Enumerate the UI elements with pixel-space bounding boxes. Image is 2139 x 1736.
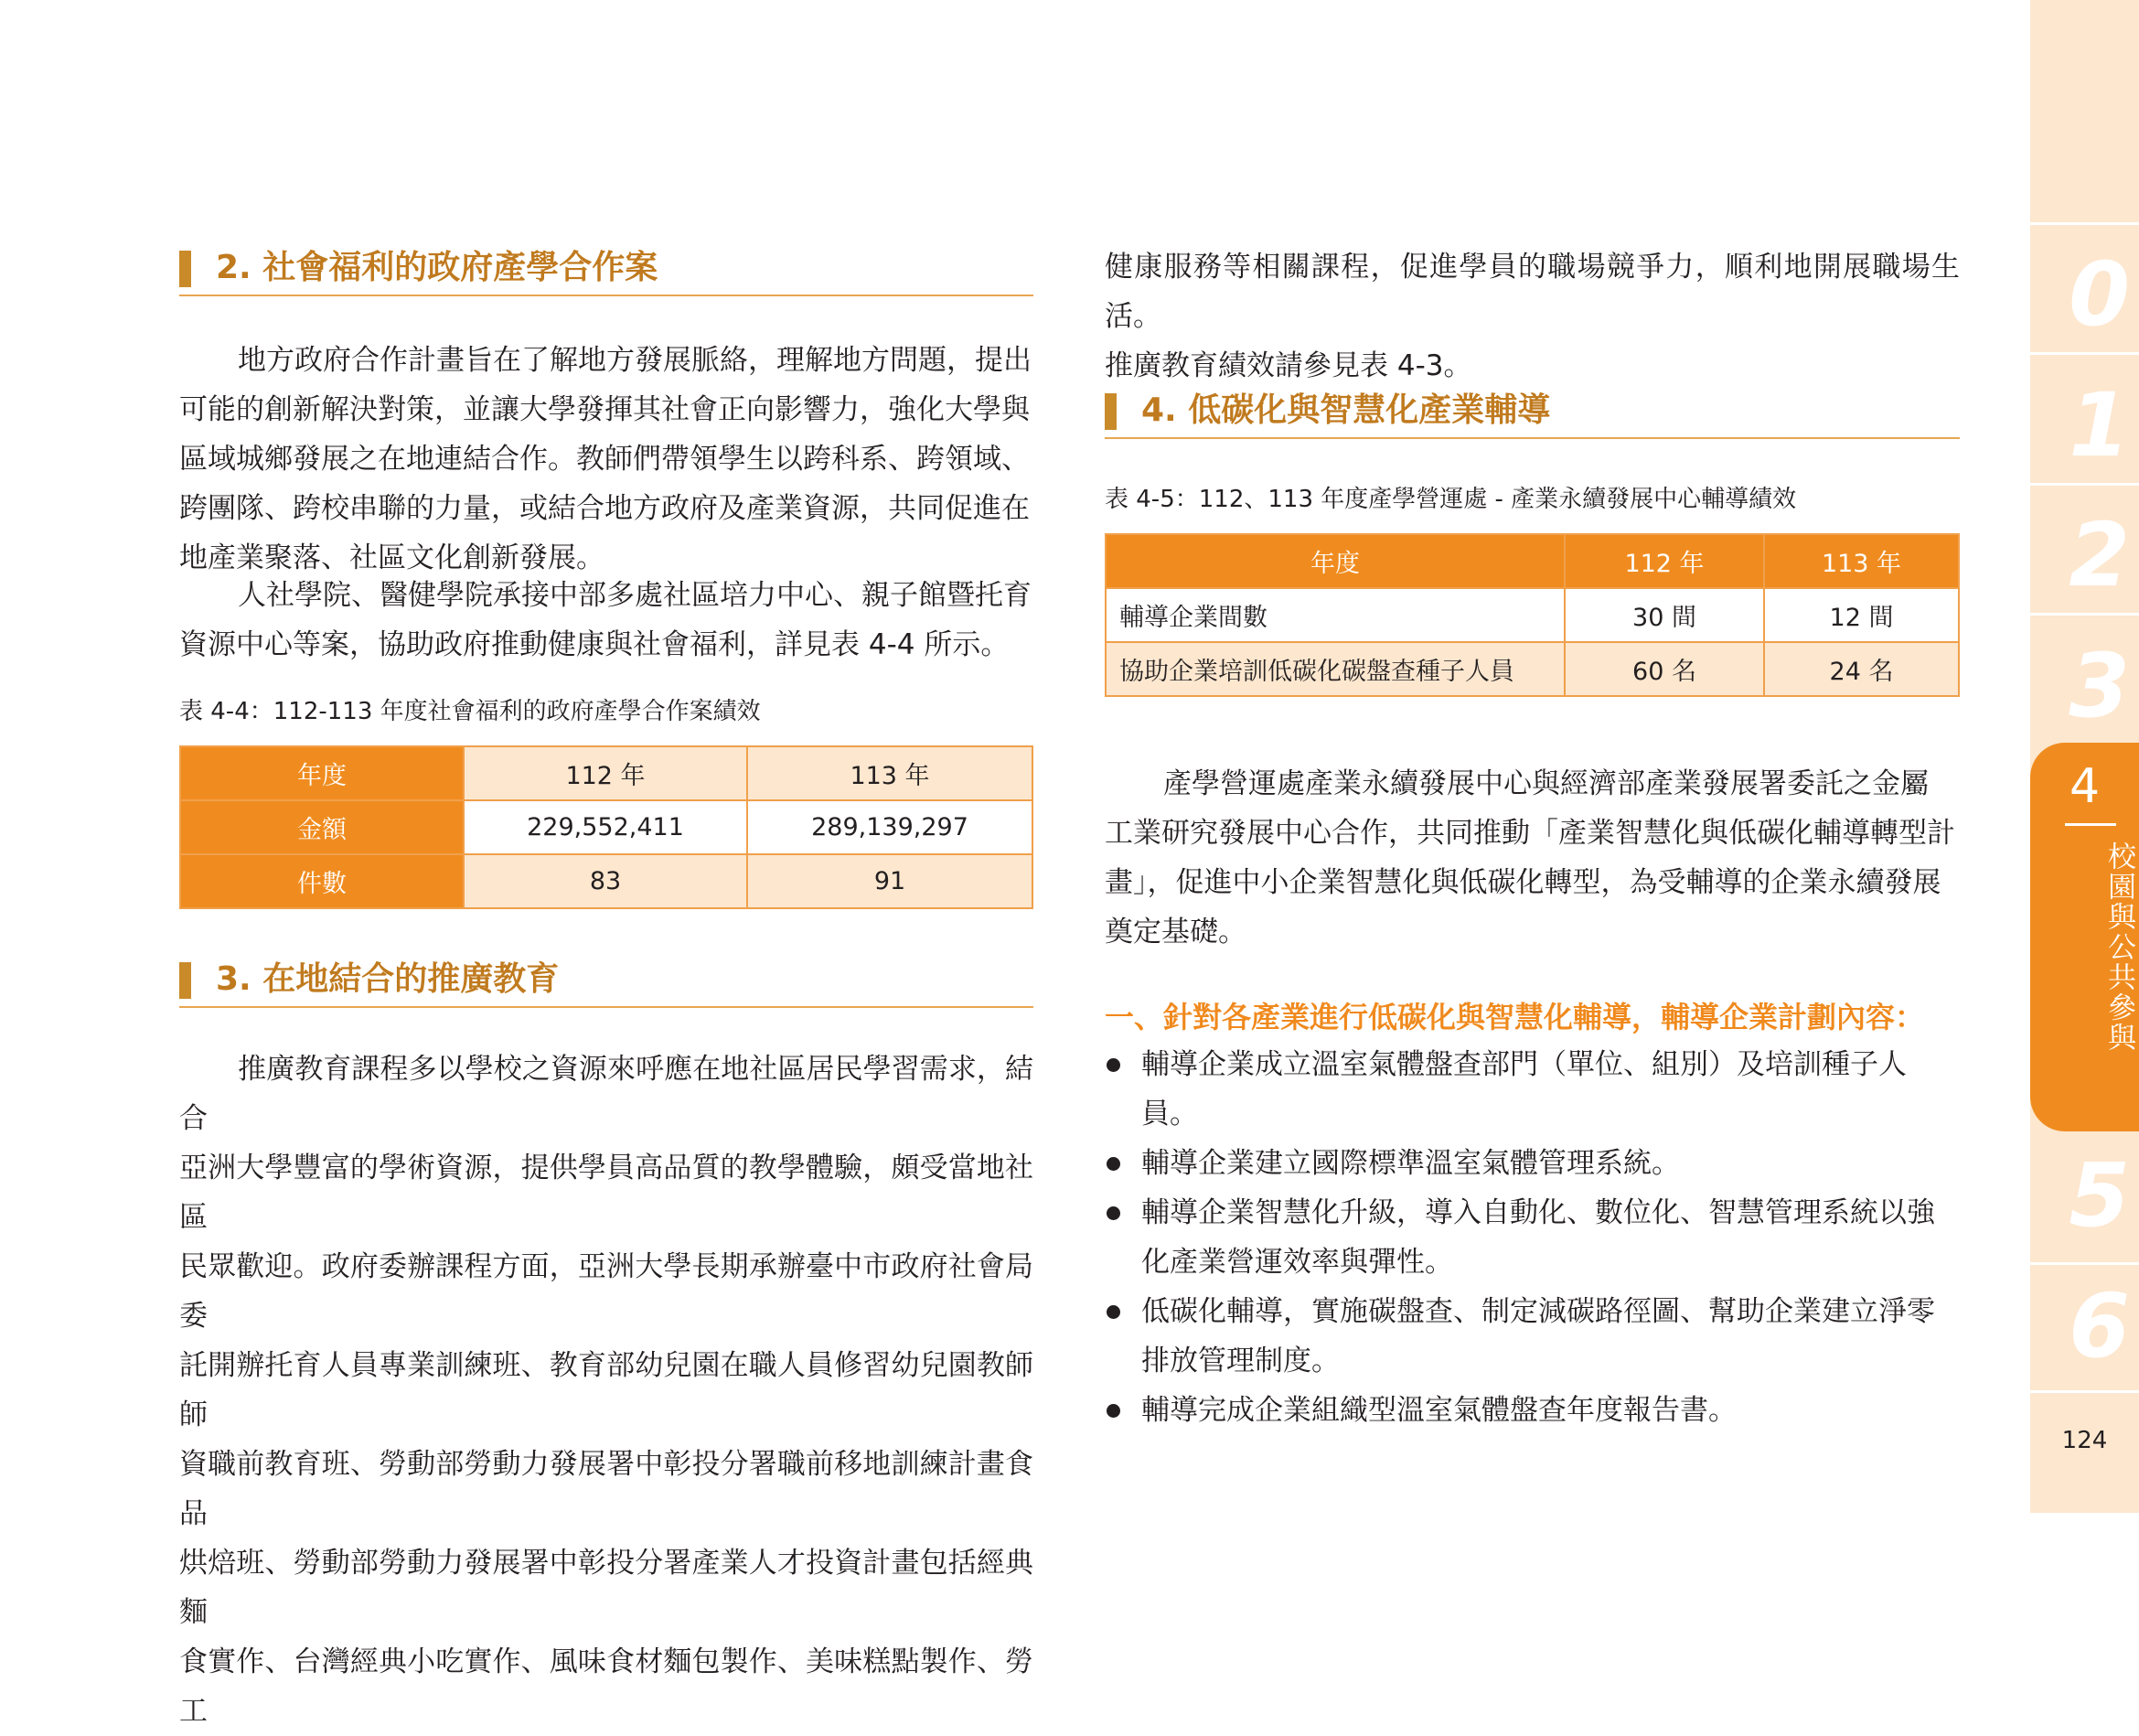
table-caption-4-5: 表 4-5：112、113 年度產學營運處 - 產業永續發展中心輔導績效 xyxy=(1105,486,1797,513)
table-cell: 30 間 xyxy=(1565,588,1764,642)
tab-divider xyxy=(2030,1390,2139,1393)
list-item xyxy=(1105,1188,1960,1287)
bullet-icon xyxy=(1107,1058,1120,1072)
chapter-number: 3 xyxy=(2069,635,2130,737)
heading-bar xyxy=(179,962,191,999)
table-row xyxy=(180,800,1032,854)
tab-divider xyxy=(2030,613,2139,616)
line: 可能的創新解決對策，並讓大學發揮其社會正向影響力，強化大學與 xyxy=(179,393,1030,426)
header-cell: 113 年 xyxy=(1764,534,1959,588)
bullet-icon xyxy=(1107,1206,1120,1220)
tab-divider xyxy=(2030,1262,2139,1265)
paragraph-extension-education xyxy=(179,1045,1033,1736)
header-cell: 年度 xyxy=(180,746,464,800)
line: 區域城鄉發展之在地連結合作。教師們帶領學生以跨科系、跨領域、 xyxy=(179,443,1030,476)
sub-heading-guidance-content: 一、針對各產業進行低碳化與智慧化輔導，輔導企業計劃內容： xyxy=(1105,1000,1925,1034)
paragraph-continued xyxy=(1105,242,1960,391)
paragraph-industry-center xyxy=(1105,759,1960,957)
chapter-rule xyxy=(2065,823,2116,826)
list-item-text: 輔導完成企業組織型溫室氣體盤查年度報告書。 xyxy=(1141,1394,1737,1427)
line: 人社學院、醫健學院承接中部多處社區培力中心、親子館暨托育 xyxy=(238,579,1032,612)
table-cell: 83 xyxy=(464,854,747,908)
heading-bar xyxy=(1105,393,1117,430)
table-4-4 xyxy=(179,745,1033,909)
line: 民眾歡迎。政府委辦課程方面，亞洲大學長期承辦臺中市政府社會局委 xyxy=(179,1250,1033,1333)
section-heading-text: 3. 在地結合的推廣教育 xyxy=(216,960,560,998)
line: 畫」，促進中小企業智慧化與低碳化轉型，為受輔導的企業永續發展 xyxy=(1105,866,1941,899)
row-label: 金額 xyxy=(180,800,464,854)
page-number: 124 xyxy=(2061,1427,2108,1454)
table-header-row xyxy=(180,746,1032,800)
chapter-number: 1 xyxy=(2069,374,2130,477)
list-item xyxy=(1105,1287,1960,1386)
header-cell: 112 年 xyxy=(464,746,747,800)
row-label: 協助企業培訓低碳化碳盤查種子人員 xyxy=(1106,642,1565,696)
section-heading-extension-education xyxy=(179,957,1033,1008)
active-chapter-title: 校園與公共參與 xyxy=(2102,841,2135,1053)
line: 健康服務等相關課程，促進學員的職場競爭力，順利地開展職場生活。 xyxy=(1105,251,1960,333)
table-cell: 229,552,411 xyxy=(464,800,747,854)
line: 推廣教育課程多以學校之資源來呼應在地社區居民學習需求，結合 xyxy=(179,1053,1033,1135)
table-cell: 289,139,297 xyxy=(747,800,1032,854)
line: 資職前教育班、勞動部勞動力發展署中彰投分署職前移地訓練計畫食品 xyxy=(179,1448,1033,1530)
line: 奠定基礎。 xyxy=(1105,916,1246,948)
bullet-icon xyxy=(1107,1157,1120,1171)
table-caption-4-4: 表 4-4：112-113 年度社會福利的政府產學合作案績效 xyxy=(179,698,761,725)
table-cell: 24 名 xyxy=(1764,642,1959,696)
table-4-5 xyxy=(1105,533,1960,697)
list-item xyxy=(1105,1040,1960,1139)
tab-divider xyxy=(2030,483,2139,486)
header-cell: 113 年 xyxy=(747,746,1032,800)
line: 亞洲大學豐富的學術資源，提供學員高品質的教學體驗，頗受當地社區 xyxy=(179,1152,1033,1234)
header-cell: 112 年 xyxy=(1565,534,1764,588)
section-heading-text: 4. 低碳化與智慧化產業輔導 xyxy=(1141,391,1551,429)
list-item xyxy=(1105,1386,1960,1435)
chapter-number: 2 xyxy=(2069,504,2130,606)
table-row xyxy=(180,854,1032,908)
chapter-number: 5 xyxy=(2069,1144,2130,1247)
paragraph-colleges xyxy=(179,571,1033,670)
row-label: 輔導企業間數 xyxy=(1106,588,1565,642)
table-cell: 91 xyxy=(747,854,1032,908)
chapter-number: 0 xyxy=(2069,243,2130,346)
line: 推廣教育績效請參見表 4-3。 xyxy=(1105,349,1472,382)
section-heading-text: 2. 社會福利的政府產學合作案 xyxy=(216,249,658,286)
active-chapter-number: 4 xyxy=(2069,759,2101,814)
line: 地產業聚落、社區文化創新發展。 xyxy=(179,541,604,574)
bullet-list xyxy=(1105,1040,1960,1435)
line: 食實作、台灣經典小吃實作、風味食材麵包製作、美味糕點製作、勞工 xyxy=(179,1645,1033,1728)
table-row xyxy=(1106,642,1959,696)
line: 烘焙班、勞動部勞動力發展署中彰投分署產業人才投資計畫包括經典麵 xyxy=(179,1547,1033,1629)
paragraph-local-government xyxy=(179,336,1033,583)
bullet-icon xyxy=(1107,1305,1120,1319)
line: 資源中心等案，協助政府推動健康與社會福利，詳見表 4-4 所示。 xyxy=(179,628,1010,661)
line: 產學營運處產業永續發展中心與經濟部產業發展署委託之金屬 xyxy=(1163,767,1929,800)
table-row xyxy=(1106,588,1959,642)
chapter-tab-4-active[interactable] xyxy=(2030,743,2139,1131)
line: 工業研究發展中心合作，共同推動「產業智慧化與低碳化輔導轉型計 xyxy=(1105,817,1955,850)
table-header-row xyxy=(1106,534,1959,588)
list-item-text: 輔導企業建立國際標準溫室氣體管理系統。 xyxy=(1141,1147,1680,1180)
table-cell: 60 名 xyxy=(1565,642,1764,696)
section-heading-social-welfare xyxy=(179,245,1033,296)
chapter-number: 6 xyxy=(2069,1275,2130,1377)
line: 託開辦托育人員專業訓練班、教育部幼兒園在職人員修習幼兒園教師師 xyxy=(179,1349,1033,1431)
list-item-text: 低碳化輔導，實施碳盤查、制定減碳路徑圖、幫助企業建立淨零排放管理制度。 xyxy=(1141,1295,1935,1377)
tab-divider xyxy=(2030,352,2139,355)
list-item xyxy=(1105,1139,1960,1188)
list-item-text: 輔導企業成立溫室氣體盤查部門（單位、組別）及培訓種子人員。 xyxy=(1141,1048,1907,1131)
bullet-icon xyxy=(1107,1404,1120,1418)
section-heading-low-carbon xyxy=(1105,388,1960,439)
header-cell: 年度 xyxy=(1106,534,1565,588)
line: 跨團隊、跨校串聯的力量，或結合地方政府及產業資源，共同促進在 xyxy=(179,492,1030,525)
table-cell: 12 間 xyxy=(1764,588,1959,642)
heading-bar xyxy=(179,251,191,287)
list-item-text: 輔導企業智慧化升級，導入自動化、數位化、智慧管理系統以強化產業營運效率與彈性。 xyxy=(1141,1196,1935,1279)
tab-divider xyxy=(2030,222,2139,225)
line: 地方政府合作計畫旨在了解地方發展脈絡，理解地方問題，提出 xyxy=(238,344,1032,377)
row-label: 件數 xyxy=(180,854,464,908)
